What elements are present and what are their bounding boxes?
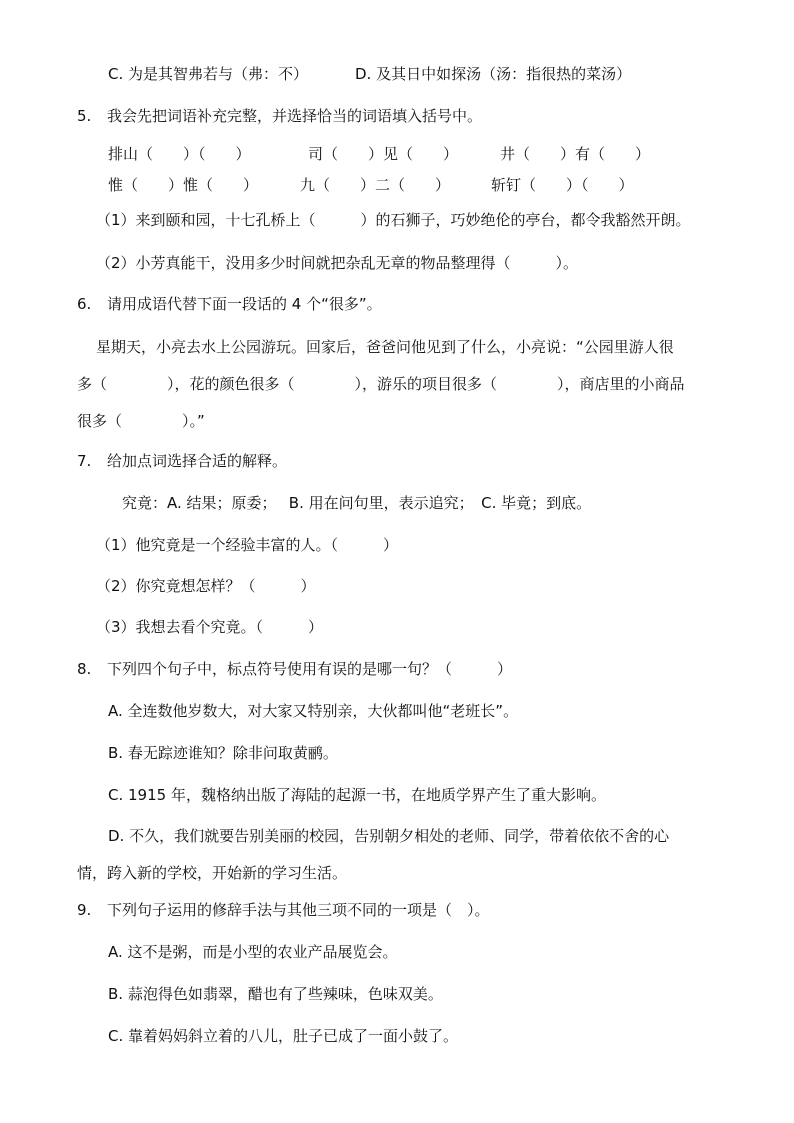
q8-stem-line: [77, 659, 512, 679]
q8-stem: 下列四个句子中，标点符号使用有误的是哪一句？（ ）: [107, 660, 513, 678]
q8-option-a: A. 全连数他岁数大，对大家又特别亲，大伙都叫他“老班长”。: [108, 702, 519, 720]
q5-row2-item1: 惟（ ）惟（ ）: [108, 176, 259, 194]
q7-sub3: （3）我想去看个究竟。（ ）: [96, 618, 324, 636]
q5-row1-item1: 排山（ ）（ ）: [108, 145, 251, 163]
q9-stem-line: [77, 900, 490, 920]
q7-sub1: （1）他究竟是一个经验丰富的人。（ ）: [96, 536, 399, 554]
q9-option-b: B. 蒜泡得色如翡翠，醋也有了些辣味，色味双美。: [108, 985, 443, 1003]
q6-number: 6.: [77, 295, 92, 313]
q7-number: 7.: [77, 452, 92, 470]
q9-number: 9.: [77, 901, 92, 919]
q5-stem-line: [77, 106, 482, 126]
q5-sub1: （1）来到颐和园，十七孔桥上（ ）的石狮子，巧妙绝伦的亭台，都令我豁然开朗。: [96, 211, 691, 229]
q6-stem-line: [77, 294, 382, 314]
q5-number: 5.: [77, 107, 92, 125]
q7-stem: 给加点词选择合适的解释。: [107, 452, 288, 470]
q8-option-c: C. 1915 年，魏格纳出版了海陆的起源一书，在地质学界产生了重大影响。: [108, 786, 606, 804]
q4-option-d: D. 及其日中如探汤（汤：指很热的菜汤）: [355, 65, 632, 83]
q6-paragraph-line3: 很多（ ）。”: [77, 412, 205, 430]
q5-row2-item3: 斩钉（ ）（ ）: [491, 176, 634, 194]
q4-option-c: C. 为是其智弗若与（弗：不）: [108, 65, 309, 83]
q5-sub2: （2）小芳真能干，没用多少时间就把杂乱无章的物品整理得（ ）。: [96, 254, 579, 272]
q9-stem: 下列句子运用的修辞手法与其他三项不同的一项是（ ）。: [107, 901, 490, 919]
q8-option-d-line1: D. 不久，我们就要告别美丽的校园，告别朝夕相处的老师、同学，带着依依不舍的心: [108, 827, 670, 845]
q8-number: 8.: [77, 660, 92, 678]
q7-definition: 究竟：A. 结果；原委； B. 用在问句里，表示追究； C. 毕竟；到底。: [122, 494, 592, 512]
q8-option-d-line2: 情，跨入新的学校，开始新的学习生活。: [77, 864, 348, 882]
q8-option-b: B. 春无踪迹谁知？除非问取黄鹂。: [108, 744, 338, 762]
q7-stem-line: [77, 451, 287, 471]
q6-paragraph-line2: 多（ ），花的颜色很多（ ），游乐的项目很多（ ），商店里的小商品: [77, 375, 685, 393]
q6-stem: 请用成语代替下面一段话的 4 个“很多”。: [107, 295, 382, 313]
q9-option-c: C. 靠着妈妈斜立着的八儿，肚子已成了一面小鼓了。: [108, 1027, 459, 1045]
q5-stem: 我会先把词语补充完整，并选择恰当的词语填入括号中。: [107, 107, 483, 125]
q6-paragraph-line1: 星期天，小亮去水上公园游玩。回家后，爸爸问他见到了什么，小亮说：“公园里游人很: [96, 338, 674, 356]
q5-row1-item3: 井（ ）有（ ）: [500, 145, 651, 163]
q7-sub2: （2）你究竟想怎样？（ ）: [96, 577, 316, 595]
q9-option-a: A. 这不是粥，而是小型的农业产品展览会。: [108, 943, 398, 961]
q5-row2-item2: 九（ ）二（ ）: [300, 176, 451, 194]
q5-row1-item2: 司（ ）见（ ）: [308, 145, 459, 163]
